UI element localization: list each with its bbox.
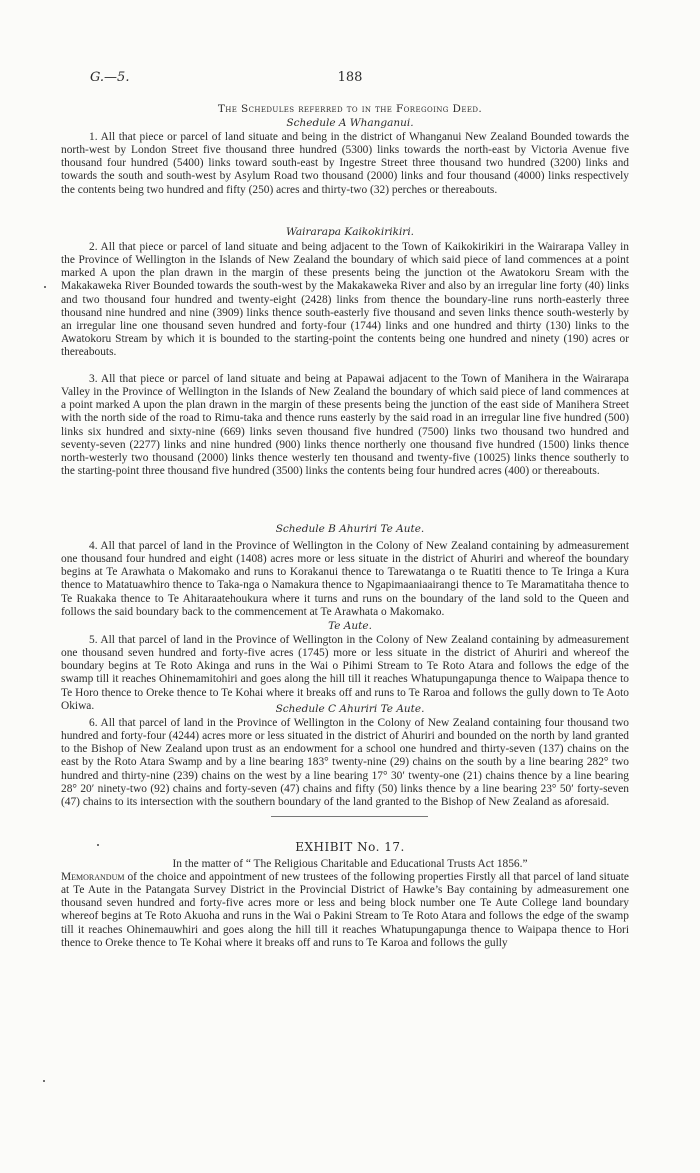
schedule-c-heading: Schedule C Ahuriri Te Aute. — [275, 703, 425, 715]
memorandum-paragraph: Memorandum of the choice and appointment of new trustees of the following properties Firstly all that parcel of land situate at Te Aute in the Patangata Survey District in the Provincial District of Hawke’s Bay containing by admeasurement one thousand seven hundred and forty-five acres more or less and being block number one Te Aute College land boundary whereof begins at Te Roto Akuoha and runs in the Wai o Pakini Stream to Te Roto Atara and follows the edge of the swamp till it reaches Ohinemauwhiri and goes along the hill till it reaches Whatupungapunga thence to Waipapa thence to Hori thence to Oreke thence to Te Kohai where it breaks off and runs to Te Karoa and follows the gully — [61, 871, 629, 949]
wairarapa-heading: Wairarapa Kaikokirikiri. — [285, 226, 415, 238]
exhibit-title: EXHIBIT No. 17. — [295, 840, 405, 854]
paragraph-4: 4. All that parcel of land in the Province of Wellington in the Colony of New Zealand containing by admeasurement one thousand four hundred and eight (1408) acres more or less situate in the district of Ahuriri and whereof the boundary begins at Te Arawhata o Makomako and runs to Korakanui thence to Tarewatanga o te Ruatiti thence to Te Iringa a Kura thence to Matatuawhiro thence to Taka-nga o Namakura thence to Ngapimaaniaairangi thence to Te Maramatitaha thence to Te Ruakaka thence to Te Ahitaraatehoukura where it turns and runs on the boundary of the land sold to the Queen and follows the said boundary back to the commencement at Te Arawhata o Makomako. — [61, 540, 629, 618]
paragraph-1: 1. All that piece or parcel of land situate and being in the district of Whanganui New Zealand Bounded towards the north-west by London Street five thousand three hundred (5300) links towards the north-east by Victoria Avenue five thousand four hundred (5400) links toward south-east by Ingestre Street three thousand two hundred (3200) links and towards the south and south-west by Asylum Road two thousand (2000) links and four thousand (4000) links respectively the contents being two hundred and fifty (250) acres and thirty-two (32) perches or thereabouts. — [61, 131, 629, 196]
schedules-title: The Schedules referred to in the Foregoing Deed. — [217, 103, 483, 115]
paragraph-5: 5. All that parcel of land in the Province of Wellington in the Colony of New Zealand containing by admeasurement one thousand seven hundred and forty-five acres (1745) more or less situate in the district of Ahuriri and whereof the boundary begins at Te Roto Akinga and runs in the Wai o Pihimi Stream to Te Roto Atara and follows the edge of the swamp till it reaches Ohinemamitohiri and goes along the hill till it reaches Whatupungapunga thence to Waipapa thence to Te Horo thence to Oreke thence to Te Kohai where it breaks off and runs to Te Raroa and follows the gully down to Te Aoto Okiwa. — [61, 634, 629, 712]
te-aute-heading: Te Aute. — [328, 620, 372, 632]
schedule-a-heading: Schedule A Whanganui. — [286, 117, 414, 129]
scan-speck — [43, 1080, 45, 1082]
parliamentary-paper-ref: G.—5. — [90, 70, 130, 85]
page-header — [0, 70, 700, 86]
schedule-b-heading: Schedule B Ahuriri Te Aute. — [275, 523, 425, 535]
paragraph-6: 6. All that parcel of land in the Province of Wellington in the Colony of New Zealand containing four thousand two hundred and forty-four (4244) acres more or less situated in the district of Ahuriri and bounded on the north by land granted to the Bishop of New Zealand upon trust as an endowment for a school one hundred and thirty-seven (137) chains on the east by the Roto Atara Swamp and by a line bearing 183° twenty-nine (29) chains on the south by a line bearing 282° two hundred and thirty-nine (239) chains on the west by a line bearing 17° 30′ twenty-one (21) chains thence by a line bearing 28° 20′ ninety-two (92) chains and forty-seven (47) chains and fifty (50) links thence by a line bearing 23° 50′ forty-seven (47) chains to its intersection with the southern boundary of the land granted to the Bishop of New Zealand as aforesaid. — [61, 717, 629, 808]
paragraph-2: 2. All that piece or parcel of land situate and being adjacent to the Town of Kaikokirikiri in the Wairarapa Valley in the Province of Wellington in the Islands of New Zealand the boundary of which said piece of land commences at a point marked A upon the plan drawn in the margin of these presents being the junction ot the Awatokoru Sream with the Makakaweka River Bounded towards the south-west by the Makakaweka River and also by an irregular line forty (40) links and two thousand four hundred and twenty-eight (2428) links from thence the boundary-line runs north-easterly three thousand nine hundred and nine (3909) links thence south-easterly five thousand and seven links thence south-westerly by an irregular line one thousand seven hundred and forty-four (1744) links and one hundred and thirty (130) links to the Awatokoru Stream by which it is bounded to the starting-point the contents being one hundred and ninety (190) acres or thereabouts. — [61, 241, 629, 359]
scan-speck — [44, 286, 46, 288]
memorandum-label: Memorandum — [61, 871, 125, 883]
paragraph-3: 3. All that piece or parcel of land situate and being at Papawai adjacent to the Town of Manihera in the Wairarapa Valley in the Province of Wellington in the Islands of New Zealand the boundary of which said piece of land commences at a point marked A upon the plan drawn in the margin of these presents being the junction of the east side of Manihera Street with the north side of the road to Rimu-taka and thence runs easterly by the said road in an irregular line five hundred (500) links six hundred and sixty-nine (669) links seven thousand five hundred (7500) links two thousand two hundred and seventy-seven (2277) links and nine hundred (900) links thence northerly one thousand five hundred (1500) links thence north-westerly two thousand (2000) links thence westerly ten thousand and twenty-five (10025) links thence southerly to the starting-point three thousand five hundred (3500) links the contents being four hundred acres (400) or thereabouts. — [61, 373, 629, 478]
section-divider — [271, 816, 428, 817]
exhibit-matter-line: In the matter of “ The Religious Charitable and Educational Trusts Act 1856.” — [172, 858, 528, 870]
page-number: 188 — [337, 70, 363, 85]
scan-speck — [97, 844, 99, 846]
